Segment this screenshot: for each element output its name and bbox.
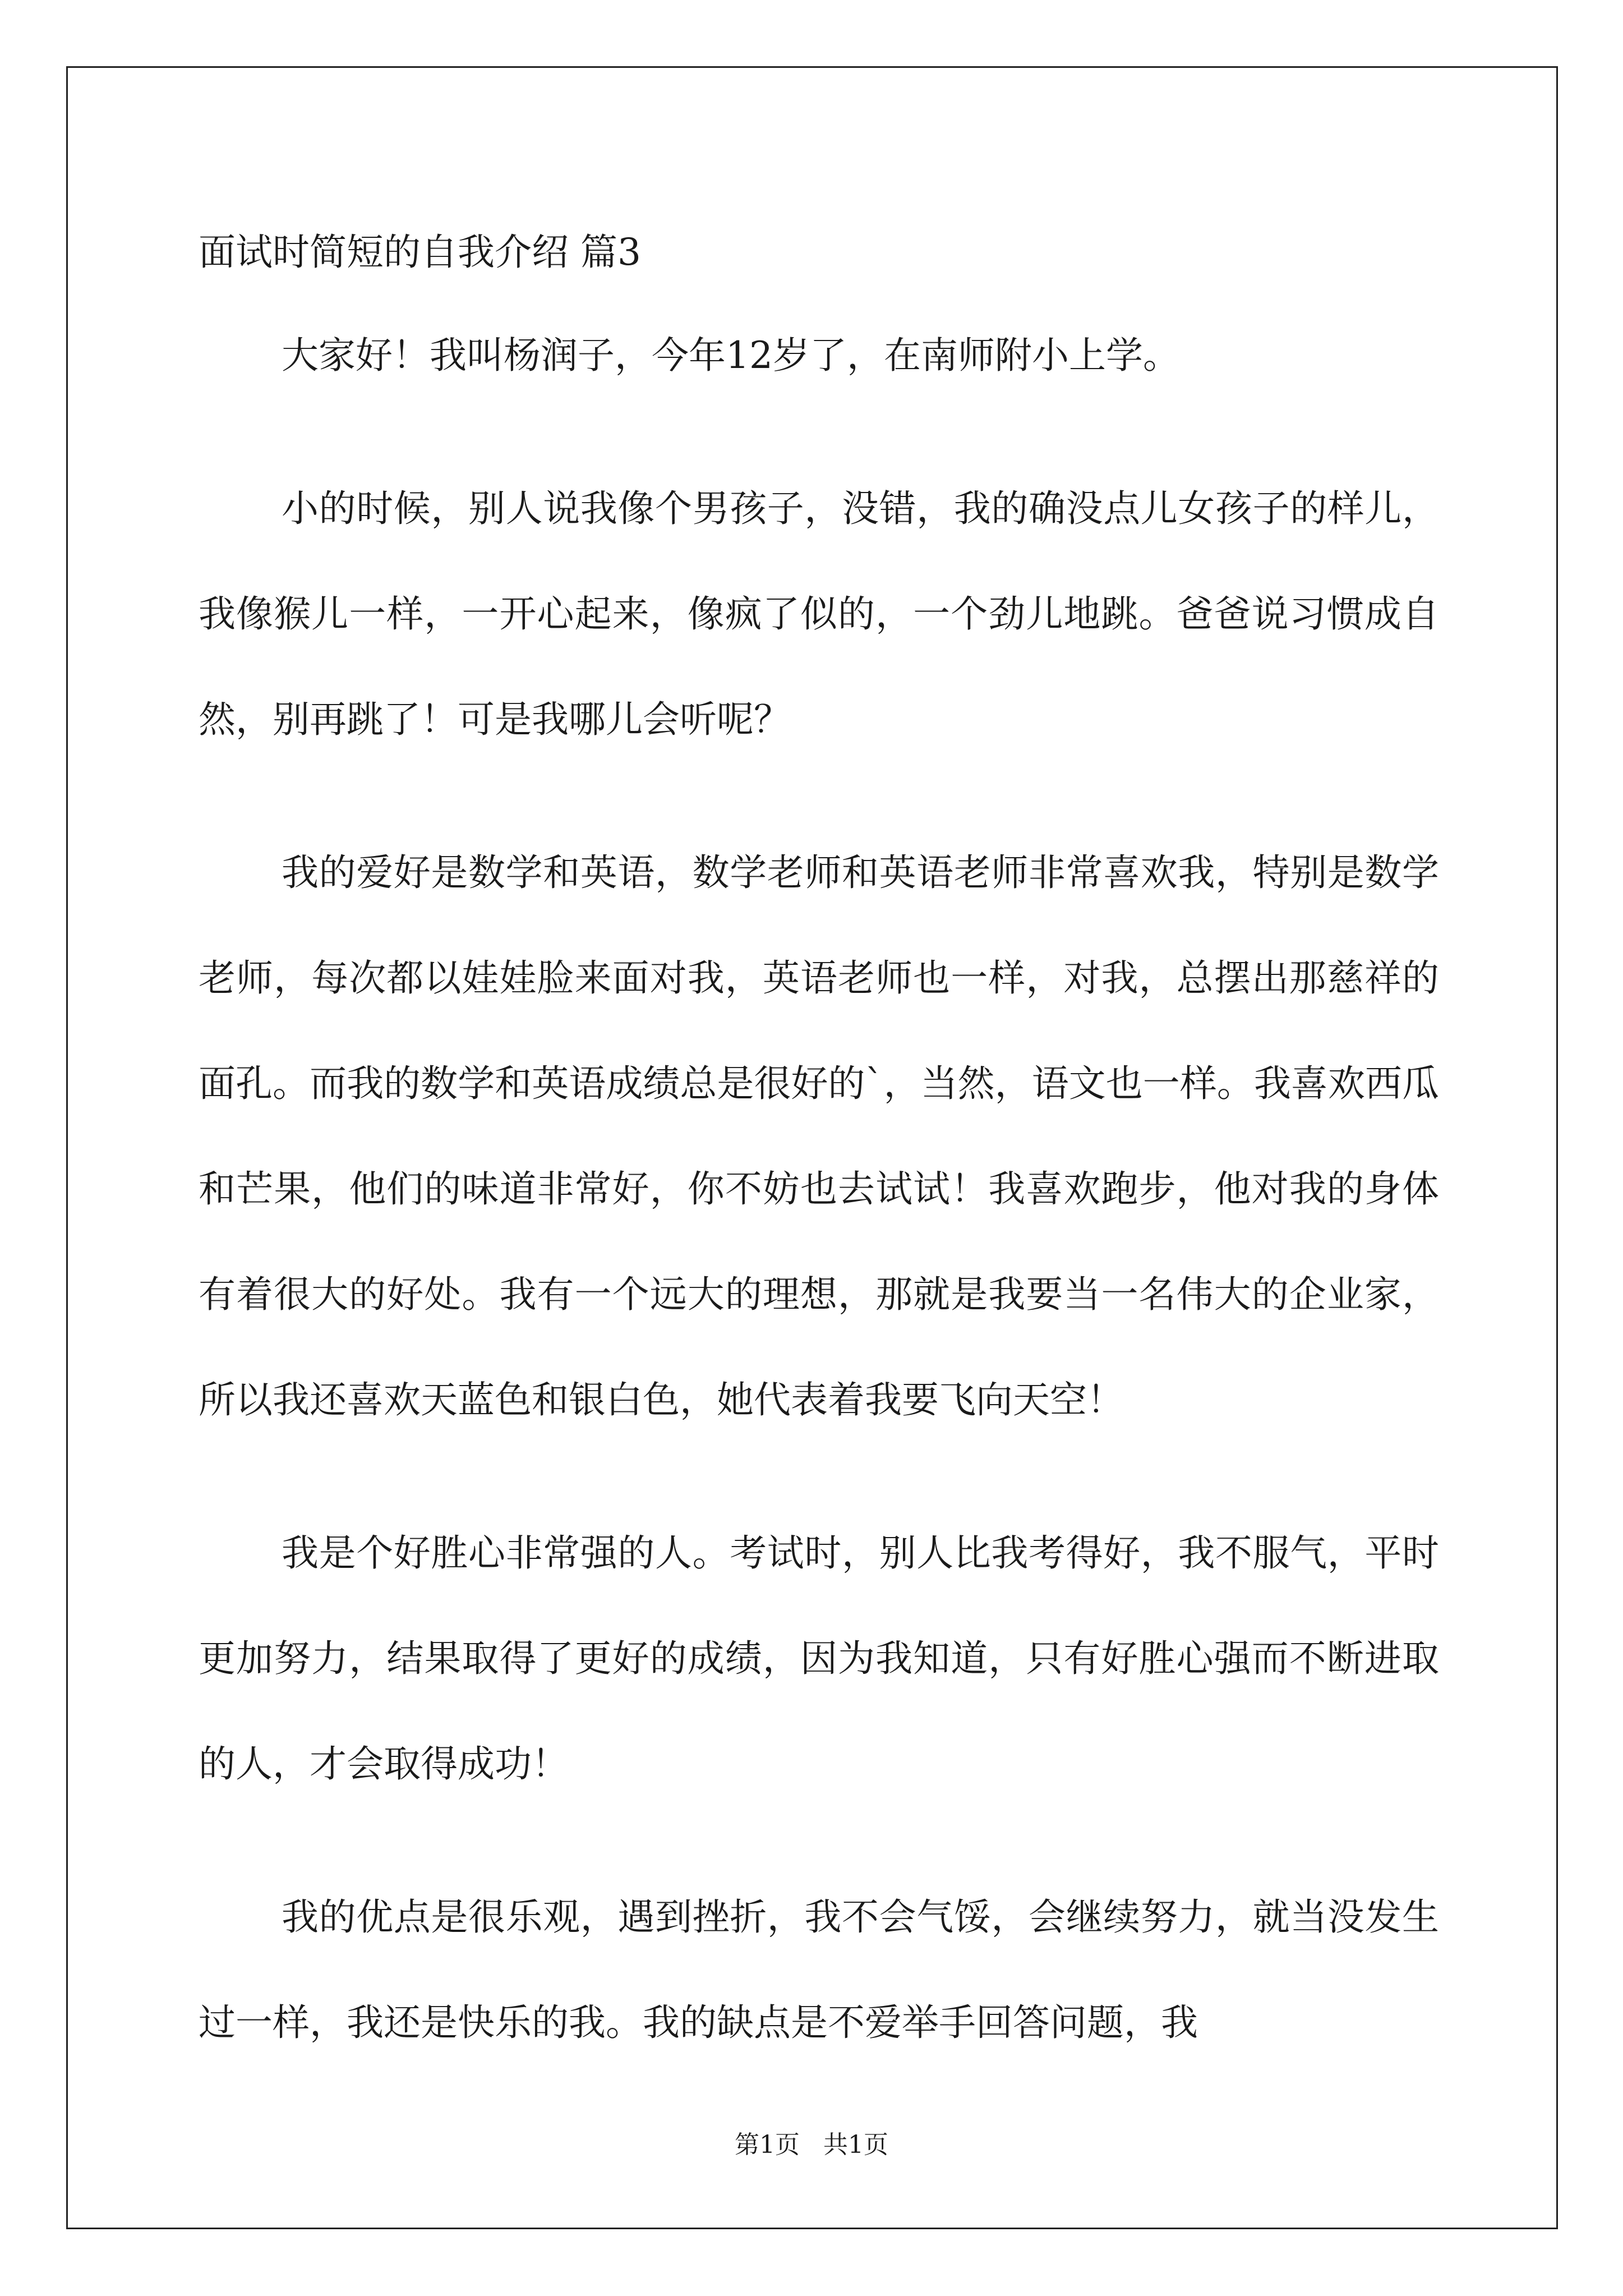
document-title: 面试时简短的自我介绍 篇3 xyxy=(199,231,641,274)
paragraph-strengths: 我的优点是很乐观，遇到挫折，我不会气馁，会继续努力，就当没发生过一样，我还是快乐的我。我的缺点是不爱举手回答问题，我 xyxy=(199,1895,1439,2044)
document-body xyxy=(199,224,1439,2076)
paragraph-competitiveness: 我是个好胜心非常强的人。考试时，别人比我考得好，我不服气，平时更加努力，结果取得了更好的成绩，因为我知道，只有好胜心强而不断进取的人，才会取得成功！ xyxy=(199,1531,1439,1786)
paragraph-childhood: 小的时候，别人说我像个男孩子，没错，我的确没点儿女孩子的样儿，我像猴儿一样，一开心起来，像疯了似的，一个劲儿地跳。爸爸说习惯成自然，别再跳了！可是我哪儿会听呢？ xyxy=(199,487,1439,741)
paragraph-intro: 大家好！我叫杨润子，今年12岁了，在南师附小上学。 xyxy=(282,334,1180,377)
page-number-footer: 第1页 共1页 xyxy=(735,2131,888,2159)
paragraph-hobbies: 我的爱好是数学和英语，数学老师和英语老师非常喜欢我，特别是数学老师，每次都以娃娃脸来面对我，英语老师也一样，对我，总摆出那慈祥的面孔。而我的数学和英语成绩总是很好的`，当然，语文也一样。我喜欢西瓜和芒果，他们的味道非常好，你不妨也去试试！我喜欢跑步，他对我的身体有着很大的好处。我有一个远大的理想，那就是我要当一名伟大的企业家，所以我还喜欢天蓝色和银白色，她代表着我要飞向天空！ xyxy=(199,851,1439,1421)
